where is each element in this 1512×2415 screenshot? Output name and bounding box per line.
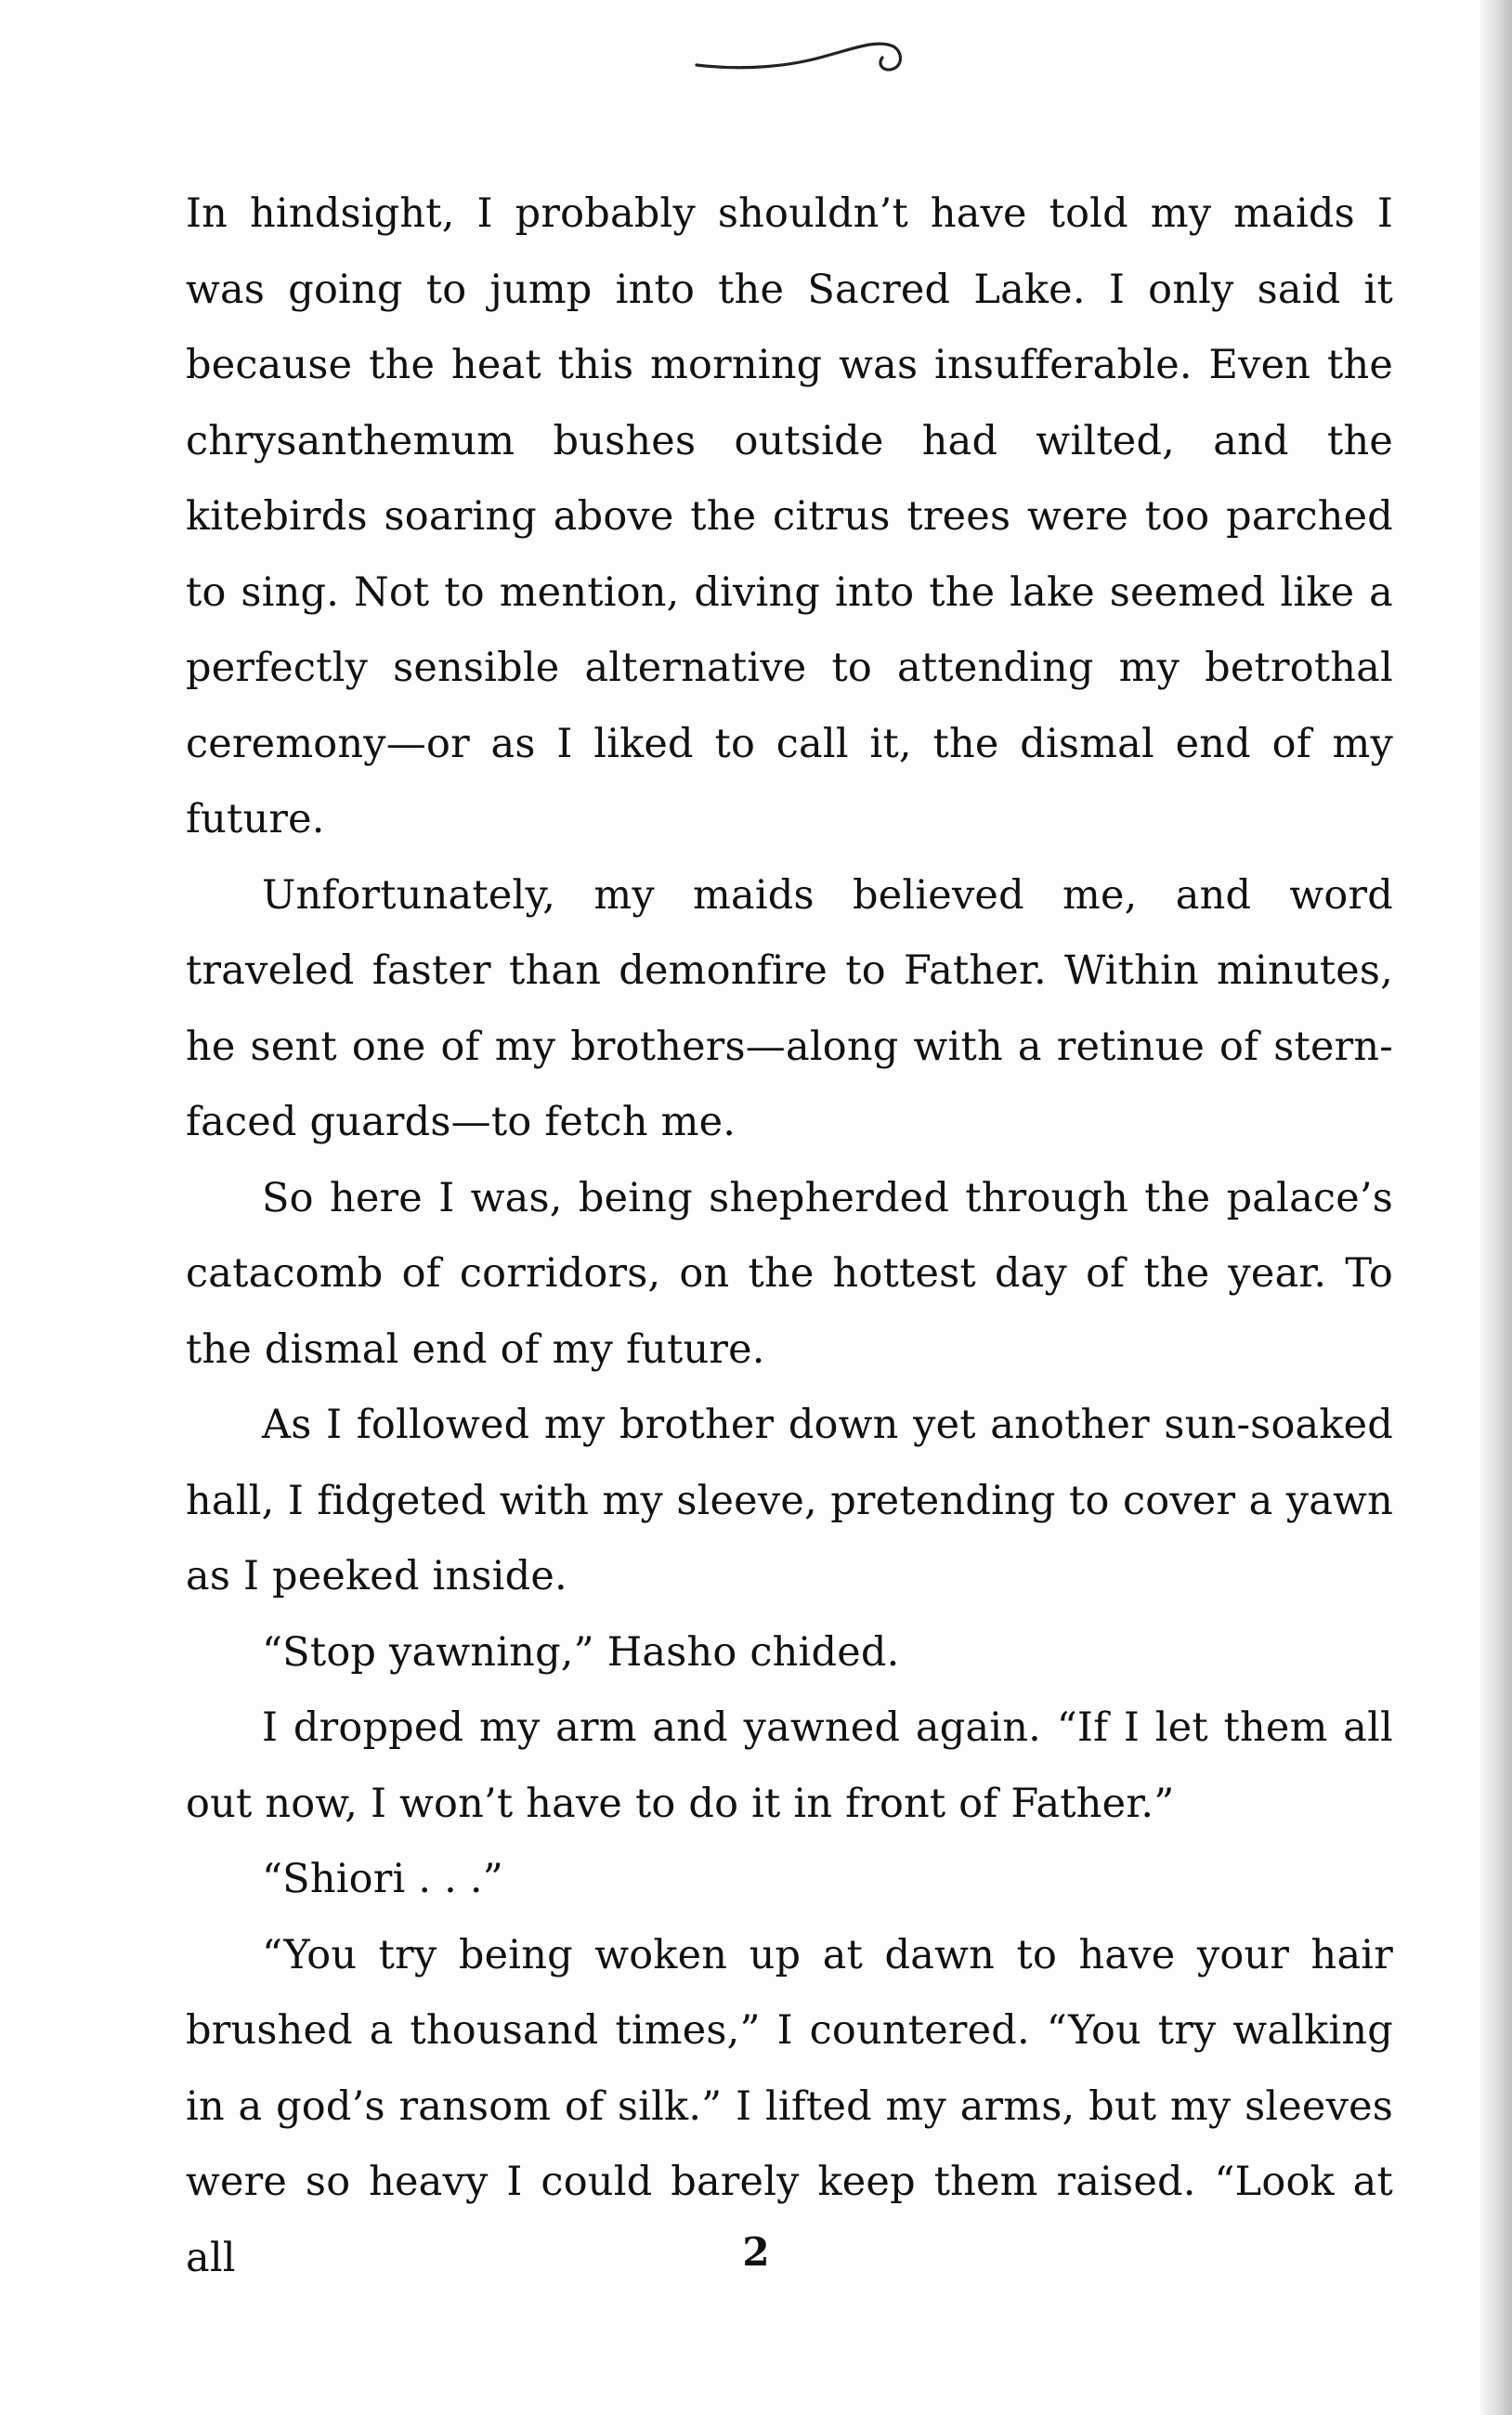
paragraph: As I followed my brother down yet another sun-soaked hall, I fidgeted with my sleeve, pretending to cover a yawn as I peeked inside.	[186, 1402, 1393, 1599]
paragraph: “Shiori . . .”	[262, 1856, 503, 1902]
page-number: 2	[742, 2229, 770, 2275]
paragraph: Unfortunately, my maids believed me, and word traveled faster than demonfire to Father. Within minutes, he sent one of my brothers—along with a retinue of stern-faced guards—to fetch me.	[186, 871, 1393, 1145]
paragraph: “Stop yawning,” Hasho chided.	[262, 1628, 900, 1676]
paragraph: “You try being woken up at dawn to have your hair brushed a thousand times,” I countered. “You try walking in a god’s ransom of silk.” I lifted my arms, but my sleeves were so heavy I could barely keep them raised. “Look at all	[186, 1931, 1393, 2281]
chapter-text	[186, 176, 1393, 2296]
page-edge-shadow	[1480, 0, 1512, 2415]
paragraph: In hindsight, I probably shouldn’t have told my maids I was going to jump into the Sacred Lake. I only said it because the heat this morning was insufferable. Even the chrysanthemum bushes outside had wilted, and the kitebirds soaring above the citrus trees were too parched to sing. Not to mention, diving into the lake seemed like a perfectly sensible alternative to attending my betrothal ceremony—or as I liked to call it, the dismal end of my future.	[186, 190, 1393, 842]
swash-ornament-icon	[687, 26, 910, 91]
paragraph: I dropped my arm and yawned again. “If I let them all out now, I won’t have to do it in front of Father.”	[186, 1704, 1393, 1827]
paragraph: So here I was, being shepherded through the palace’s catacomb of corridors, on the hottest day of the year. To the dismal end of my future.	[186, 1174, 1393, 1373]
